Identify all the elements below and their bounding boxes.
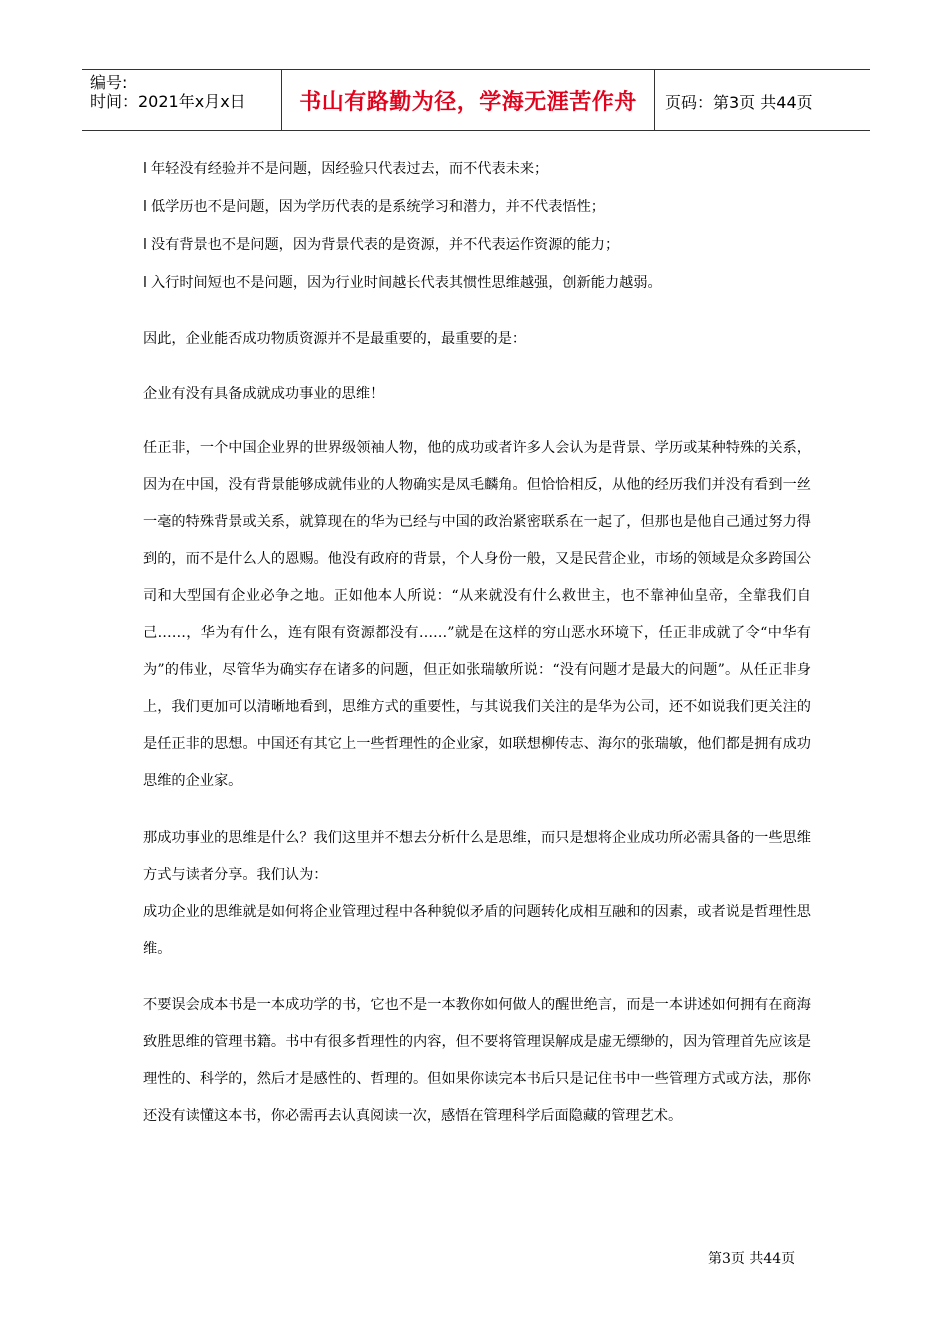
list-item	[143, 234, 619, 254]
bullet-text: 低学历也不是问题，因为学历代表的是系统学习和潜力，并不代表悟性；	[150, 199, 605, 215]
bullet-marker: l	[143, 161, 147, 177]
paragraph-what-is-thinking: 那成功事业的思维是什么？我们这里并不想去分析什么是思维，而只是想将企业成功所必需具备的一些思维方式与读者分享。我们认为：	[143, 830, 811, 883]
bullet-marker: l	[143, 199, 147, 215]
list-item	[143, 158, 548, 178]
paragraph-thinking: 企业有没有具备成就成功事业的思维！	[143, 386, 385, 402]
paragraph-therefore: 因此，企业能否成功物质资源并不是最重要的，最重要的是：	[143, 331, 527, 347]
date-line: 时间：2021年x月x日	[90, 92, 246, 111]
header-motto-cell	[282, 70, 655, 130]
page-footer: 第3页 共44页	[708, 1251, 796, 1267]
bullet-text: 没有背景也不是问题，因为背景代表的是资源，并不代表运作资源的能力；	[150, 237, 620, 253]
list-item	[143, 196, 605, 216]
bullet-marker: l	[143, 237, 147, 253]
bullet-text: 年轻没有经验并不是问题，因经验只代表过去，而不代表未来；	[150, 161, 549, 177]
header-page-cell	[655, 70, 870, 130]
header-meta-cell	[82, 70, 282, 130]
page-info: 页码：第3页 共44页	[665, 93, 813, 112]
bullet-marker: l	[143, 275, 147, 291]
bullet-text: 入行时间短也不是问题，因为行业时间越长代表其惯性思维越强，创新能力越弱。	[150, 275, 662, 291]
motto: 书山有路勤为径，学海无涯苦作舟	[299, 90, 637, 115]
paragraph-success-thinking: 成功企业的思维就是如何将企业管理过程中各种貌似矛盾的问题转化成相互融和的因素，或者说是哲理性思维。	[143, 904, 811, 957]
serial-number-label: 编号:	[90, 73, 128, 92]
paragraph-ren-zhengfei: 任正非，一个中国企业界的世界级领袖人物，他的成功或者许多人会认为是背景、学历或某种特殊的关系，因为在中国，没有背景能够成就伟业的人物确实是凤毛麟角。但恰恰相反，从他的经历我们并没有看到一丝一毫的特殊背景或关系，就算现在的华为已经与中国的政治紧密联系在一起了，但那也是他自己通过努力得到的，而不是什么人的恩赐。他没有政府的背景，个人身份一般，又是民营企业，市场的领域是众多跨国公司和大型国有企业必争之地。正如他本人所说：“从来就没有什么救世主，也不靠神仙皇帝，全靠我们自己……，华为有什么，连有限有资源都没有……”就是在这样的穷山恶水环境下，任正非成就了令“中华有为”的伟业，尽管华为确实存在诸多的问题，但正如张瑞敏所说：“没有问题才是最大的问题”。从任正非身上，我们更加可以清晰地看到，思维方式的重要性，与其说我们关注的是华为公司，还不如说我们更关注的是任正非的思想。中国还有其它上一些哲理性的企业家，如联想柳传志、海尔的张瑞敏，他们都是拥有成功思维的企业家。	[143, 440, 811, 789]
paragraph-misunderstand: 不要误会成本书是一本成功学的书，它也不是一本教你如何做人的醒世绝言，而是一本讲述如何拥有在商海致胜思维的管理书籍。书中有很多哲理性的内容，但不要将管理误解成是虚无缥缈的，因为管理首先应该是理性的、科学的，然后才是感性的、哲理的。但如果你读完本书后只是记住书中一些管理方式或方法，那你还没有读懂这本书，你必需再去认真阅读一次，感悟在管理科学后面隐藏的管理艺术。	[143, 997, 811, 1124]
list-item	[143, 272, 662, 292]
document-header	[82, 69, 870, 131]
